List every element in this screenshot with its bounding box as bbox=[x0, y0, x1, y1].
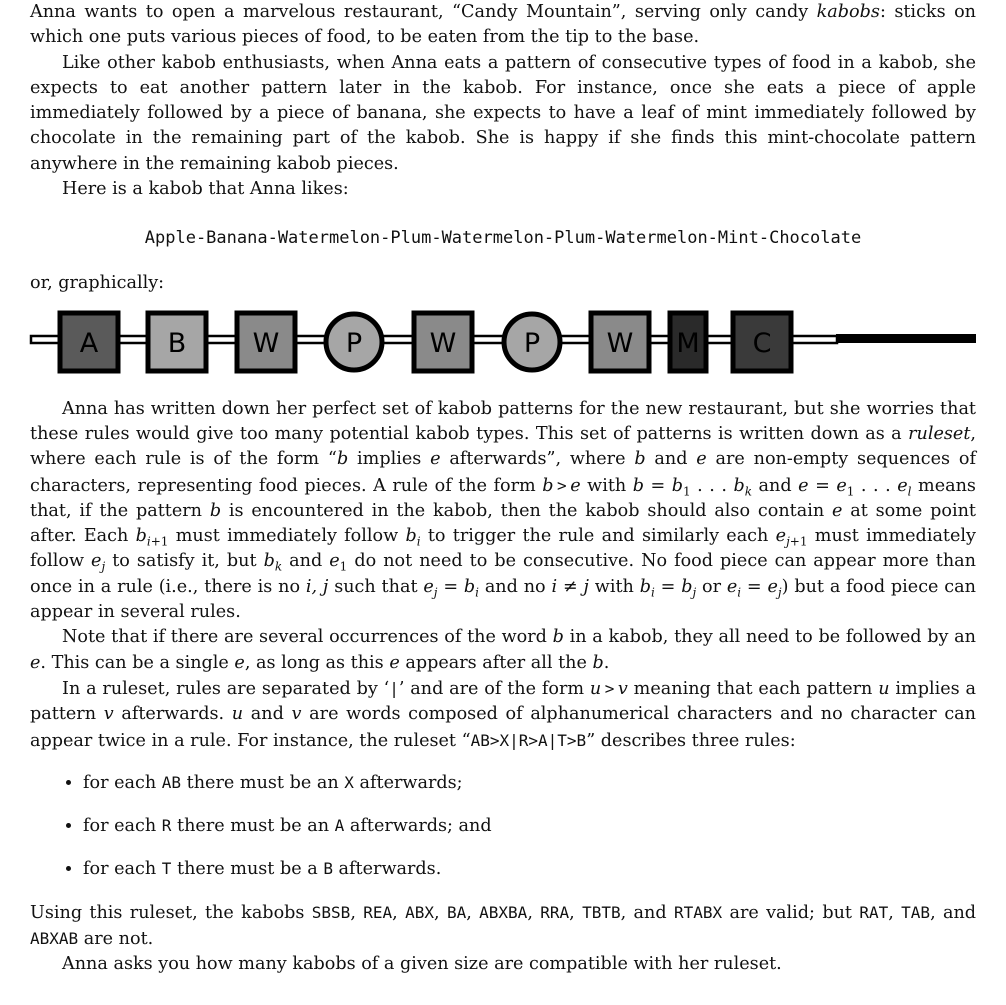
paragraph-intro: Anna wants to open a marvelous restaurant, “Candy Mountain”, serving only candy kabobs: sticks on which one puts various pieces of food, to be eaten from the tip to the base. bbox=[30, 2, 977, 48]
paragraph-question: Anna asks you how many kabobs of a given size are compatible with her ruleset. bbox=[62, 954, 782, 975]
term-kabobs: kabobs bbox=[816, 2, 880, 22]
graphically-label: or, graphically: bbox=[30, 273, 165, 294]
kabob-piece-label: C bbox=[752, 327, 772, 359]
problem-statement bbox=[30, 0, 976, 978]
paragraph-examples: Using this ruleset, the kabobs SBSB, REA, ABX, BA, ABXBA, RRA, TBTB, and RTABX are valid; but RAT, TAB, and ABXAB are not. bbox=[30, 902, 977, 950]
list-item: • for each R there must be an A afterwards; and bbox=[83, 813, 976, 839]
example-kabob-text: Apple-Banana-Watermelon-Plum-Watermelon-Plum-Watermelon-Mint-Chocolate bbox=[144, 228, 862, 249]
paragraph-ruleset: Anna has written down her perfect set of kabob patterns for the new restaurant, but she worries that these rules would give too many potential kabob types. This set of patterns is written down as a ruleset, where each rule is of the form “b implies e afterwards”, where b and e are non-empty sequences of characters, representing food pieces. A rule of the form b > e with $b = b_1$ . . . $b_k$ and $e = e_1$ . . . $e_l$ means that, if the pattern b is encountered in the kabob, then the kabob should also contain e at some point after. Each $b_{i+1}$ must immediately follow $b_i$ to trigger the rule and similarly each $e_{j+1}$ must immediately follow $e_j$ to satisfy it, but $b_k$ and $e_1$ do not need to be consecutive. No food piece can appear more than once in a rule (i.e., there is no i, j such that $e_j = b_i$ and no i ≠ j with $b_i = b_j$ or $e_i = e_j$) but a food piece can appear in several rules. bbox=[30, 398, 977, 623]
skewer-stick-thick bbox=[836, 334, 976, 343]
kabob-drawing bbox=[0, 297, 1006, 397]
kabob-piece-label: M bbox=[676, 327, 700, 359]
paragraph-example-intro: Here is a kabob that Anna likes: bbox=[62, 179, 349, 200]
list-item: • for each AB there must be an X afterwards; bbox=[83, 770, 976, 796]
kabob-piece-label: A bbox=[79, 327, 99, 359]
kabob-piece-label: B bbox=[167, 327, 187, 359]
kabob-figure bbox=[30, 297, 976, 397]
kabob-piece-label: P bbox=[345, 327, 363, 359]
example-ruleset: AB>X|R>A|T>B bbox=[470, 730, 587, 750]
paragraph-patterns: Like other kabob enthusiasts, when Anna eats a pattern of consecutive types of food in a kabob, she expects to eat another pattern later in the kabob. For instance, once she eats a piece of apple immediately followed by a piece of banana, she expects to have a leaf of mint immediately followed by chocolate in the remaining part of the kabob. She is happy if she finds this mint-chocolate pattern anywhere in the remaining kabob pieces. bbox=[30, 52, 976, 174]
rules-list bbox=[30, 770, 976, 883]
paragraph-format: In a ruleset, rules are separated by ‘|’ and are of the form u > v meaning that each pattern u implies a pattern v afterwards. u and v are words composed of alphanumerical characters and no character can appear twice in a rule. For instance, the ruleset “AB>X|R>A|T>B” describes three rules: bbox=[30, 678, 976, 751]
kabob-piece-label: W bbox=[252, 327, 280, 359]
kabob-piece-label: W bbox=[606, 327, 634, 359]
kabob-piece-label: W bbox=[429, 327, 457, 359]
paragraph-occurrences: Note that if there are several occurrences of the word b in a kabob, they all need to be followed by an e. This can be a single e, as long as this e appears after all the b. bbox=[30, 627, 976, 673]
list-item: • for each T there must be a B afterwards. bbox=[83, 856, 976, 882]
kabob-piece-label: P bbox=[523, 327, 541, 359]
